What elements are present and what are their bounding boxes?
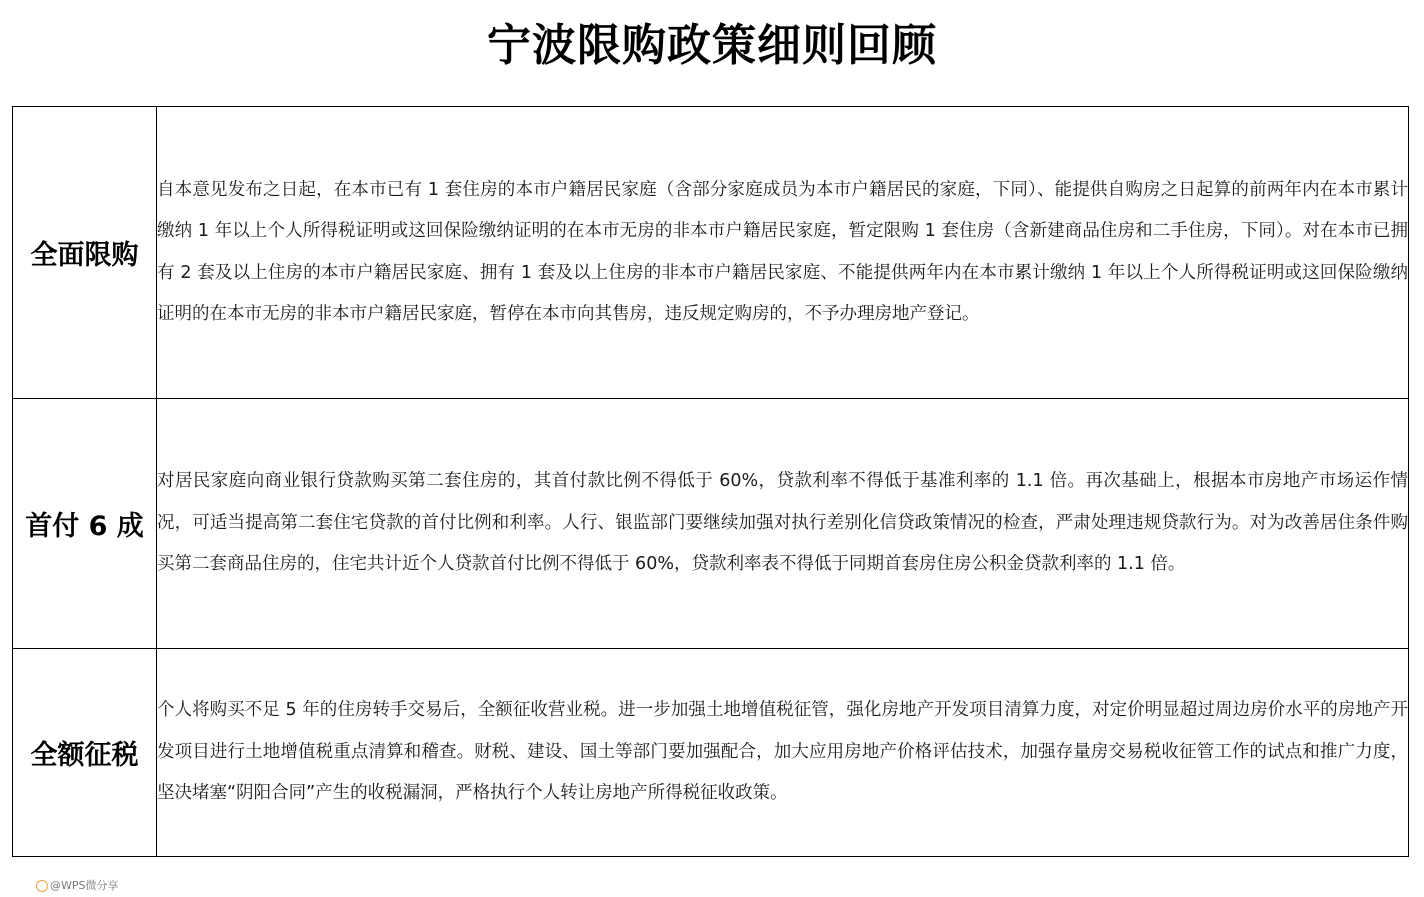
row-label: 全面限购 [13,107,157,399]
watermark-text: @WPS微分享 [50,879,119,892]
row-content: 对居民家庭向商业银行贷款购买第二套住房的，其首付款比例不得低于 60%，贷款利率不得低于基准利率的 1.1 倍。再次基础上，根据本市房地产市场运作情况，可适当提高第二套住宅贷款的首付比例和利率。人行、银监部门要继续加强对执行差别化信贷政策情况的检查，严肃处理违规贷款行为。对为改善居住条件购买第二套商品住房的，住宅共计近个人贷款首付比例不得低于 60%，贷款利率表不得低于同期首套房住房公积金贷款利率的 1.1 倍。 [157,399,1409,649]
table-row [13,649,1409,857]
row-content: 个人将购买不足 5 年的住房转手交易后，全额征收营业税。进一步加强土地增值税征管，强化房地产开发项目清算力度，对定价明显超过周边房价水平的房地产开发项目进行土地增值税重点清算和稽查。财税、建设、国土等部门要加强配合，加大应用房地产价格评估技术，加强存量房交易税收征管工作的试点和推广力度，坚决堵塞“阴阳合同”产生的收税漏洞，严格执行个人转让房地产所得税征收政策。 [157,649,1409,857]
page-title: 宁波限购政策细则回顾 [487,20,937,71]
watermark [36,879,119,893]
row-content: 自本意见发布之日起，在本市已有 1 套住房的本市户籍居民家庭（含部分家庭成员为本市户籍居民的家庭，下同）、能提供自购房之日起算的前两年内在本市累计缴纳 1 年以上个人所得税证明或这回保险缴纳证明的在本市无房的非本市户籍居民家庭，暂定限购 1 套住房（含新建商品住房和二手住房，下同）。对在本市已拥有 2 套及以上住房的本市户籍居民家庭、拥有 1 套及以上住房的非本市户籍居民家庭、不能提供两年内在本市累计缴纳 1 年以上个人所得税证明或这回保险缴纳证明的在本市无房的非本市户籍居民家庭，暂停在本市向其售房，违反规定购房的，不予办理房地产登记。 [157,107,1409,399]
table-row [13,107,1409,399]
wps-logo-icon [36,880,48,892]
row-label: 全额征税 [13,649,157,857]
table-row [13,399,1409,649]
policy-table [12,106,1409,857]
row-label: 首付 6 成 [13,399,157,649]
